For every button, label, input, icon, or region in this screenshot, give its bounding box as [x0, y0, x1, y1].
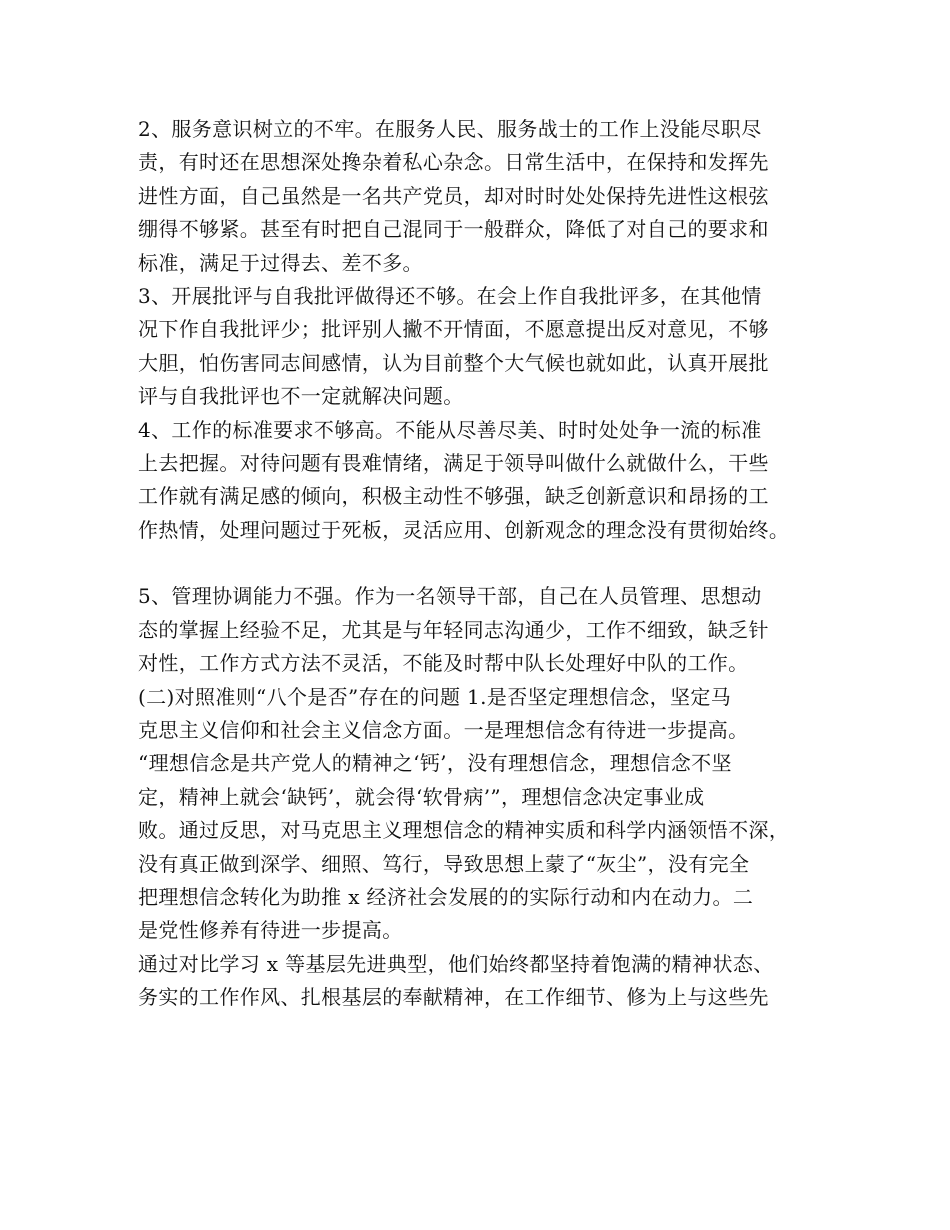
- text-line: 大胆，怕伤害同志间感情，认为目前整个大气候也就如此，认真开展批: [138, 350, 769, 375]
- text-line: 2、服务意识树立的不牢。在服务人民、服务战士的工作上没能尽职尽: [138, 117, 762, 141]
- text-line: 务实的工作作风、扎根基层的奉献精神，在工作细节、修为上与这些先: [138, 985, 769, 1010]
- text-line: 没有真正做到深学、细照、笃行，导致思想上蒙了“灰尘”，没有完全: [138, 851, 750, 876]
- text-line: 5、管理协调能力不强。作为一名领导干部，自己在人员管理、思想动: [138, 584, 762, 609]
- text-line: 责，有时还在思想深处搀杂着私心杂念。日常生活中，在保持和发挥先: [138, 150, 769, 175]
- text-line: 是党性修养有待进一步提高。: [138, 918, 403, 943]
- text-line: 4、工作的标准要求不够高。不能从尽善尽美、时时处处争一流的标准: [138, 417, 762, 442]
- text-line: 作热情，处理问题过于死板，灵活应用、创新观念的理念没有贯彻始终。: [138, 517, 790, 542]
- text-line: 3、开展批评与自我批评做得还不够。在会上作自我批评多，在其他情: [138, 283, 762, 308]
- text-line: 对性，工作方式方法不灵活，不能及时帮中队长处理好中队的工作。: [138, 651, 749, 676]
- text-line: 把理想信念转化为助推 x 经济社会发展的的实际行动和内在动力。二: [138, 884, 754, 909]
- text-line: 通过对比学习 x 等基层先进典型，他们始终都坚持着饱满的精神状态、: [138, 951, 774, 976]
- text-line: 标准，满足于过得去、差不多。: [138, 250, 423, 275]
- text-line: 定，精神上就会‘缺钙’，就会得‘软骨病’”，理想信念决定事业成: [138, 784, 705, 809]
- paragraph-gap: [138, 547, 838, 580]
- text-line: 工作就有满足感的倾向，积极主动性不够强，缺乏创新意识和昂扬的工: [138, 484, 769, 509]
- text-line: “理想信念是共产党人的精神之‘钙’，没有理想信念，理想信念不坚: [138, 751, 732, 776]
- document-body: [138, 113, 838, 1015]
- text-line: 况下作自我批评少；批评别人撇不开情面，不愿意提出反对意见，不够: [138, 317, 769, 342]
- text-line: 绷得不够紧。甚至有时把自己混同于一般群众，降低了对自己的要求和: [138, 217, 769, 242]
- text-line: (二)对照准则“八个是否”存在的问题 1.是否坚定理想信念，坚定马: [138, 684, 732, 709]
- text-line: 态的掌握上经验不足，尤其是与年轻同志沟通少，工作不细致，缺乏针: [138, 617, 769, 642]
- text-line: 评与自我批评也不一定就解决问题。: [138, 384, 464, 409]
- text-line: 进性方面，自己虽然是一名共产党员，却对时时处处保持先进性这根弦: [138, 183, 769, 208]
- text-line: 克思主义信仰和社会主义信念方面。一是理想信念有待进一步提高。: [138, 718, 749, 743]
- text-line: 上去把握。对待问题有畏难情绪，满足于领导叫做什么就做什么，干些: [138, 450, 769, 475]
- text-line: 败。通过反思，对马克思主义理想信念的精神实质和科学内涵领悟不深，: [138, 818, 790, 843]
